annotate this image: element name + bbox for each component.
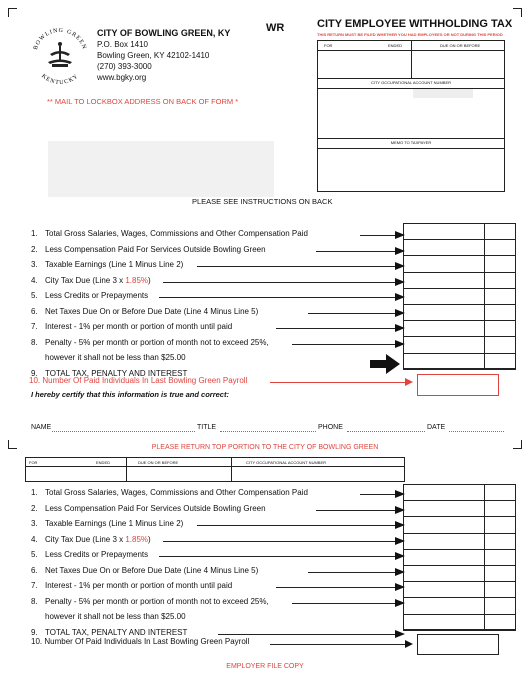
bottom-line-8-label: [31, 597, 269, 606]
amount-cents-field[interactable]: [484, 320, 516, 337]
bottom-line-4-label: [31, 535, 151, 544]
top-line-2-label: [31, 245, 266, 254]
footer-copy-label: EMPLOYER FILE COPY: [226, 663, 304, 670]
line-number: 4.: [31, 275, 38, 285]
bottom-label-for: FOR: [29, 459, 38, 465]
signature-name-field[interactable]: [52, 431, 195, 432]
line-number: 9.: [31, 368, 38, 378]
bottom-line-10-label: [31, 628, 187, 637]
signature-title-field[interactable]: [220, 431, 316, 432]
signature-date-label: DATE: [427, 424, 446, 431]
bottom-line-3-arrow: [197, 525, 395, 526]
amount-cents-field[interactable]: [484, 353, 516, 370]
address-window: [48, 141, 274, 197]
amount-cents-field[interactable]: [484, 581, 516, 598]
signature-title-label: TITLE: [197, 424, 217, 431]
po-box: P.O. Box 1410: [97, 40, 148, 49]
amount-dollars-field[interactable]: [403, 484, 485, 501]
line-number: 6.: [31, 306, 38, 316]
line-text: Interest - 1% per month or portion of month until paid: [45, 322, 233, 331]
line-10-top-label: 10. Number Of Paid Individuals In Last Bowling Green Payroll: [29, 376, 248, 385]
amount-dollars-field[interactable]: [403, 549, 485, 566]
line-number: 9.: [31, 627, 38, 637]
line-10-top-field[interactable]: [417, 374, 499, 396]
bottom-label-due: DUE ON OR BEFORE: [138, 459, 179, 465]
amount-cents-field[interactable]: [484, 533, 516, 550]
amount-cents-field[interactable]: [484, 304, 516, 321]
bottom-line-2-label: [31, 504, 266, 513]
top-line-2-arrow: [316, 251, 395, 252]
line-number: 4.: [31, 534, 38, 544]
line-text: Net Taxes Due On or Before Due Date (Line 4 Minus Line 5): [45, 565, 259, 575]
line-number: 7.: [31, 322, 38, 331]
top-line-5-label: [31, 291, 148, 300]
amount-cents-field[interactable]: [484, 223, 516, 240]
form-title: CITY EMPLOYEE WITHHOLDING TAX: [317, 18, 513, 30]
line-10-bottom-field[interactable]: [417, 634, 499, 655]
logo-text-top: BOWLING GREEN: [32, 27, 88, 51]
label-memo: MEMO TO TAXPAYER: [390, 140, 432, 145]
line-text: Interest - 1% per month or portion of month until paid: [45, 581, 233, 590]
line-number: 1.: [31, 488, 38, 497]
line-text: Penalty - 5% per month or portion of month not to exceed 25%,: [45, 596, 269, 606]
amount-dollars-field[interactable]: [403, 516, 485, 533]
bottom-line-6-arrow: [308, 572, 395, 573]
period-for-field[interactable]: [319, 51, 409, 77]
amount-dollars-field[interactable]: [403, 223, 485, 240]
amount-dollars-field[interactable]: [403, 500, 485, 517]
bottom-line-3-label: [31, 519, 183, 528]
line-text: Less Credits or Prepayments: [45, 550, 149, 559]
line-number: 5.: [31, 550, 38, 559]
amount-cents-field[interactable]: [484, 516, 516, 533]
city-name: CITY OF BOWLING GREEN, KY: [97, 28, 231, 38]
top-line-7-label: [31, 322, 232, 331]
amount-dollars-field[interactable]: [403, 272, 485, 289]
bottom-line-1-arrow: [360, 494, 395, 495]
bottom-line-7-label: [31, 581, 232, 590]
line-10-bottom-arrow: [270, 644, 405, 645]
label-due-date: DUE ON OR BEFORE: [440, 43, 481, 48]
mail-note: ** MAIL TO LOCKBOX ADDRESS ON BACK OF FORM *: [47, 97, 239, 106]
city-seal-logo: [28, 22, 92, 86]
line-text: however it shall not be less than $25.00: [45, 612, 186, 621]
amount-cents-field[interactable]: [484, 500, 516, 517]
label-ended: ENDED: [388, 43, 403, 48]
amount-dollars-field[interactable]: [403, 597, 485, 614]
top-line-7-arrow: [276, 328, 395, 329]
bottom-line-9-total-arrow: [218, 634, 395, 635]
bottom-label-ended: ENDED: [96, 459, 111, 465]
logo-text-bottom: KENTUCKY: [40, 73, 80, 86]
top-line-3-arrow: [197, 266, 395, 267]
line-number: 3.: [31, 519, 38, 528]
amount-cents-field[interactable]: [484, 288, 516, 305]
line-10-bottom-label: 10. Number Of Paid Individuals In Last Bowling Green Payroll: [31, 637, 250, 646]
form-subtitle: THIS RETURN MUST BE FILED WHETHER YOU HAD EMPLOYEES OR NOT DURING THIS PERIOD: [317, 32, 503, 37]
line-number: 7.: [31, 581, 38, 590]
line-10-bottom-arrowhead-icon: [405, 640, 413, 648]
phone-number: (270) 393-3000: [97, 62, 152, 71]
memo-field: [319, 149, 504, 191]
bottom-period-box: [25, 457, 405, 482]
bottom-line-9-label: [31, 612, 186, 621]
bottom-line-1-label: [31, 488, 308, 497]
due-date-field[interactable]: [413, 51, 503, 77]
signature-name-label: NAME: [31, 424, 52, 431]
top-line-4-label: [31, 276, 151, 285]
line-text: Taxable Earnings (Line 1 Minus Line 2): [45, 519, 184, 528]
line-text-close: ): [148, 534, 151, 544]
city-state-zip: Bowling Green, KY 42102-1410: [97, 51, 210, 60]
amount-dollars-field[interactable]: [403, 565, 485, 582]
amount-cents-field[interactable]: [484, 336, 516, 353]
line-text: Less Credits or Prepayments: [45, 291, 149, 300]
line-number: 5.: [31, 291, 38, 300]
bottom-line-5-arrow: [159, 556, 395, 557]
line-text: City Tax Due (Line 3 x: [45, 534, 126, 544]
corner-mark-tr: [513, 8, 522, 17]
line-text: Penalty - 5% per month or portion of month not to exceed 25%,: [45, 337, 269, 347]
amount-cents-field[interactable]: [484, 239, 516, 256]
period-account-memo-box: [317, 40, 505, 192]
total-arrow-icon: [370, 354, 400, 374]
amount-cents-field[interactable]: [484, 484, 516, 501]
top-line-9-label: [31, 353, 186, 362]
line-text: Less Compensation Paid For Services Outside Bowling Green: [45, 503, 266, 513]
line-number: 8.: [31, 596, 38, 606]
label-account-number: CITY OCCUPATIONAL ACCOUNT NUMBER: [370, 80, 451, 85]
top-line-4-arrow: [163, 282, 395, 283]
top-line-8-label: [31, 338, 269, 347]
amount-dollars-field[interactable]: [403, 533, 485, 550]
line-text: Less Compensation Paid For Services Outside Bowling Green: [45, 244, 266, 254]
tax-rate: 1.85%: [125, 534, 149, 544]
amount-dollars-field[interactable]: [403, 336, 485, 353]
line-number: 2.: [31, 503, 38, 513]
website: www.bgky.org: [97, 73, 147, 82]
line-text: Taxable Earnings (Line 1 Minus Line 2): [45, 260, 184, 269]
line-text: Total Gross Salaries, Wages, Commissions and Other Compensation Paid: [45, 229, 308, 238]
line-number: 2.: [31, 244, 38, 254]
signature-date-field[interactable]: [449, 431, 504, 432]
line-number: 8.: [31, 337, 38, 347]
amount-dollars-field[interactable]: [403, 304, 485, 321]
bottom-line-6-label: [31, 566, 258, 575]
line-text: TOTAL TAX, PENALTY AND INTEREST: [45, 627, 188, 637]
amount-cents-field[interactable]: [484, 549, 516, 566]
top-line-1-label: [31, 229, 308, 238]
return-note: PLEASE RETURN TOP PORTION TO THE CITY OF BOWLING GREEN: [151, 444, 379, 451]
bottom-line-7-arrow: [276, 587, 395, 588]
signature-phone-field[interactable]: [347, 431, 425, 432]
certify-statement: I hereby certify that this information is true and correct:: [31, 390, 229, 399]
signature-phone-label: PHONE: [318, 424, 343, 431]
line-number: 6.: [31, 565, 38, 575]
tax-rate: 1.85%: [125, 275, 149, 285]
line-text: Net Taxes Due On or Before Due Date (Line 4 Minus Line 5): [45, 306, 259, 316]
bottom-line-4-arrow: [163, 541, 395, 542]
amount-cents-field[interactable]: [484, 565, 516, 582]
bottom-label-account: CITY OCCUPATIONAL ACCOUNT NUMBER: [246, 459, 327, 465]
corner-mark-tl: [8, 8, 17, 17]
amount-dollars-field[interactable]: [403, 614, 485, 631]
amount-dollars-field[interactable]: [403, 239, 485, 256]
top-line-6-label: [31, 307, 258, 316]
instructions-note: PLEASE SEE INSTRUCTIONS ON BACK: [192, 197, 333, 206]
line-number: 1.: [31, 229, 38, 238]
bottom-line-8-arrow: [292, 603, 395, 604]
top-line-6-arrow: [308, 313, 395, 314]
amount-dollars-field[interactable]: [403, 255, 485, 272]
top-line-8-arrow: [292, 344, 395, 345]
bottom-line-2-arrow: [316, 510, 395, 511]
line-10-top-arrowhead-icon: [405, 378, 413, 386]
line-text-close: ): [148, 275, 151, 285]
top-line-5-arrow: [159, 297, 395, 298]
line-text: however it shall not be less than $25.00: [45, 353, 186, 362]
amount-cents-field[interactable]: [484, 255, 516, 272]
top-line-3-label: [31, 260, 183, 269]
account-number-field[interactable]: [413, 89, 473, 98]
top-line-1-arrow: [360, 235, 395, 236]
line-10-top-arrow: [270, 382, 405, 383]
line-text: City Tax Due (Line 3 x: [45, 275, 126, 285]
line-number: 3.: [31, 260, 38, 269]
line-text: TOTAL TAX, PENALTY AND INTEREST: [45, 368, 188, 378]
bottom-line-5-label: [31, 550, 148, 559]
amount-cents-field[interactable]: [484, 272, 516, 289]
amount-dollars-field[interactable]: [403, 581, 485, 598]
amount-dollars-field[interactable]: [403, 288, 485, 305]
amount-cents-field[interactable]: [484, 614, 516, 631]
line-text: Total Gross Salaries, Wages, Commissions and Other Compensation Paid: [45, 488, 308, 497]
amount-dollars-field[interactable]: [403, 353, 485, 370]
amount-dollars-field[interactable]: [403, 320, 485, 337]
label-for: FOR: [324, 43, 333, 48]
form-code: WR: [266, 22, 285, 34]
amount-cents-field[interactable]: [484, 597, 516, 614]
